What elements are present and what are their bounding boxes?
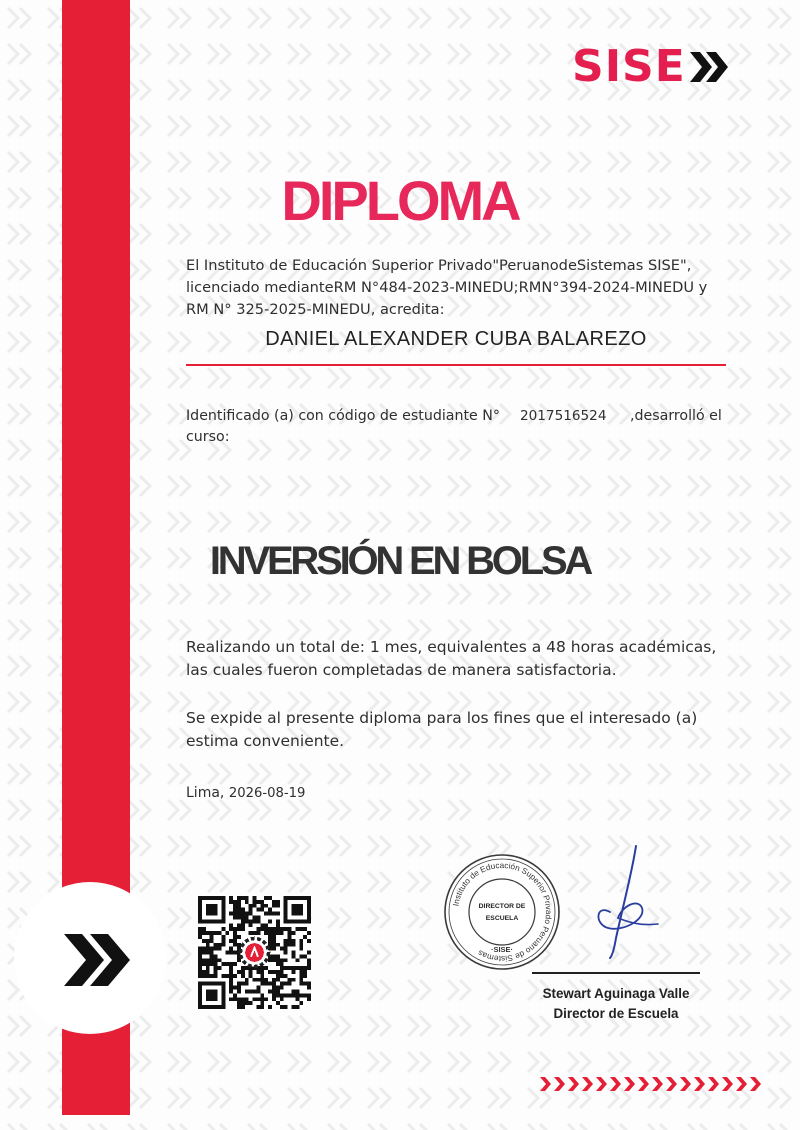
sise-logo bbox=[572, 42, 732, 92]
chevron-mark bbox=[694, 1077, 705, 1091]
student-id-statement bbox=[186, 406, 726, 448]
logo-text: SISE bbox=[572, 41, 686, 92]
hours-statement: Realizando un total de: 1 mes, equivalentes a 48 horas académicas, las cuales fueron completadas de manera satisfactoria. bbox=[186, 638, 717, 679]
chevron-mark bbox=[750, 1077, 761, 1091]
signer-role: Director de Escuela bbox=[553, 1006, 679, 1021]
place-and-date bbox=[186, 783, 726, 804]
handwritten-signature bbox=[588, 842, 664, 960]
institution-statement: El Instituto de Educación Superior Privado"PeruanodeSistemas SISE", licenciado medianteRM N°484-2023-MINEDU;RMN°394-2024-MINEDU y RM N° 325-2025-MINEDU, acredita: bbox=[186, 257, 708, 318]
chevron-mark bbox=[680, 1077, 691, 1091]
chevron-mark bbox=[652, 1077, 663, 1091]
id-prefix: Identificado (a) con código de estudiante N° bbox=[186, 408, 500, 424]
id-suffix: ,desarrolló el curso: bbox=[186, 408, 722, 445]
chevron-mark bbox=[554, 1077, 565, 1091]
signer-name: Stewart Aguinaga Valle bbox=[542, 986, 690, 1001]
chevron-mark bbox=[708, 1077, 719, 1091]
student-code: 2017516524 bbox=[519, 408, 607, 424]
decorative-chevron-row bbox=[540, 1076, 764, 1092]
chevron-mark bbox=[624, 1077, 635, 1091]
chevron-mark bbox=[568, 1077, 579, 1091]
seal-bottom-text: ·SISE· bbox=[490, 945, 514, 954]
logo-badge-icon bbox=[240, 938, 268, 966]
course-title: INVERSIÓN EN BOLSA bbox=[209, 539, 591, 583]
seal-ring-text: Instituto de Educación Superior Privado Peruano de Sistemas bbox=[451, 860, 554, 964]
chevron-mark bbox=[638, 1077, 649, 1091]
institution-seal bbox=[442, 852, 562, 972]
qr-code[interactable] bbox=[198, 896, 311, 1009]
double-chevron-right-icon bbox=[60, 928, 132, 992]
seal-center-line2: ESCUELA bbox=[485, 915, 519, 922]
issuance-statement: Se expide al presente diploma para los fines que el interesado (a) estima conveniente. bbox=[186, 709, 698, 750]
student-name: DANIEL ALEXANDER CUBA BALAREZO bbox=[265, 328, 647, 350]
signature-line bbox=[532, 972, 700, 974]
chevron-mark bbox=[582, 1077, 593, 1091]
chevron-mark bbox=[540, 1077, 551, 1091]
name-underline bbox=[186, 364, 726, 366]
seal-center-line1: DIRECTOR DE bbox=[478, 903, 526, 910]
chevron-mark bbox=[610, 1077, 621, 1091]
chevron-mark bbox=[666, 1077, 677, 1091]
chevron-mark bbox=[596, 1077, 607, 1091]
city: Lima, bbox=[186, 785, 225, 801]
chevron-mark bbox=[736, 1077, 747, 1091]
document-title: DIPLOMA bbox=[281, 169, 519, 232]
chevron-mark bbox=[722, 1077, 733, 1091]
double-chevron-right-icon bbox=[688, 50, 732, 84]
issue-date: 2026-08-19 bbox=[228, 786, 306, 801]
